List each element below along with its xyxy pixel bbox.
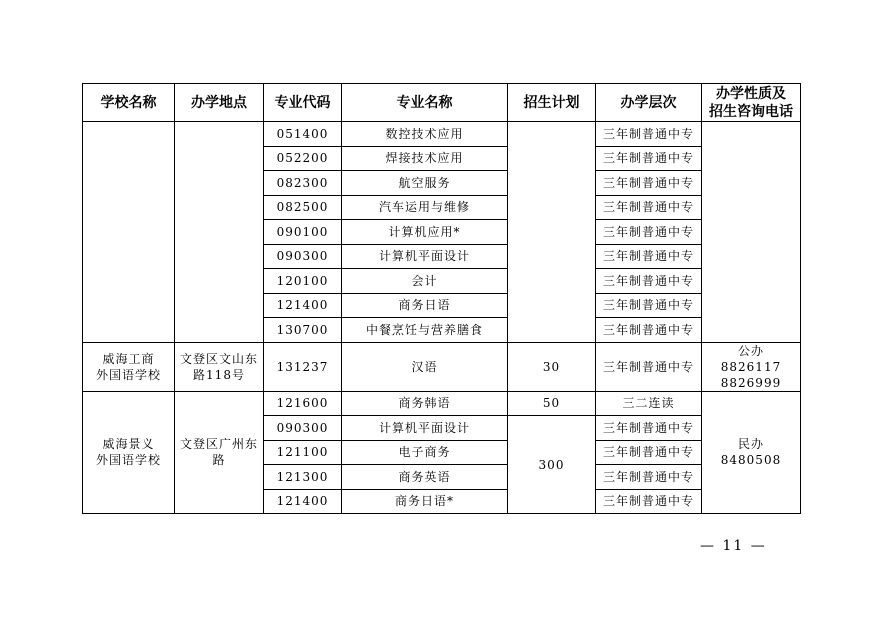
major-code-cell: 051400 bbox=[264, 122, 342, 147]
major-name-cell: 商务韩语 bbox=[342, 391, 508, 416]
major-name-cell: 会计 bbox=[342, 269, 508, 294]
major-name-cell: 汽车运用与维修 bbox=[342, 195, 508, 220]
table-row bbox=[83, 342, 801, 391]
plan-cell: 30 bbox=[508, 342, 596, 391]
major-name-cell: 商务日语 bbox=[342, 293, 508, 318]
major-code-cell: 090300 bbox=[264, 244, 342, 269]
level-cell: 三年制普通中专 bbox=[596, 244, 702, 269]
level-cell: 三年制普通中专 bbox=[596, 489, 702, 514]
header-enrollment-plan: 招生计划 bbox=[508, 84, 596, 122]
school-name-cell: 威海景义 外国语学校 bbox=[83, 391, 175, 514]
location-cell: 文登区文山东 路118号 bbox=[175, 342, 264, 391]
nature-phone-cell: 公办 8826117 8826999 bbox=[702, 342, 801, 391]
major-code-cell: 082300 bbox=[264, 171, 342, 196]
header-school-name: 学校名称 bbox=[83, 84, 175, 122]
table-row bbox=[83, 391, 801, 416]
major-name-cell: 商务英语 bbox=[342, 465, 508, 490]
major-code-cell: 121300 bbox=[264, 465, 342, 490]
major-code-cell: 082500 bbox=[264, 195, 342, 220]
level-cell: 三年制普通中专 bbox=[596, 269, 702, 294]
major-name-cell: 计算机应用* bbox=[342, 220, 508, 245]
major-name-cell: 焊接技术应用 bbox=[342, 146, 508, 171]
major-name-cell: 计算机平面设计 bbox=[342, 244, 508, 269]
major-code-cell: 131237 bbox=[264, 342, 342, 391]
table-header-row bbox=[83, 84, 801, 122]
major-code-cell: 121100 bbox=[264, 440, 342, 465]
school-cell-empty bbox=[83, 122, 175, 343]
level-cell: 三年制普通中专 bbox=[596, 318, 702, 343]
plan-cell: 300 bbox=[508, 416, 596, 514]
nature-cell-empty bbox=[702, 122, 801, 343]
page-number: — 11 — bbox=[700, 538, 767, 554]
major-code-cell: 121400 bbox=[264, 489, 342, 514]
plan-cell-empty bbox=[508, 122, 596, 343]
location-cell: 文登区广州东 路 bbox=[175, 391, 264, 514]
major-code-cell: 090100 bbox=[264, 220, 342, 245]
table-row bbox=[83, 122, 801, 147]
major-name-cell: 中餐烹饪与营养膳食 bbox=[342, 318, 508, 343]
level-cell: 三年制普通中专 bbox=[596, 171, 702, 196]
header-major-code: 专业代码 bbox=[264, 84, 342, 122]
major-name-cell: 商务日语* bbox=[342, 489, 508, 514]
level-cell: 三年制普通中专 bbox=[596, 342, 702, 391]
major-name-cell: 计算机平面设计 bbox=[342, 416, 508, 441]
enrollment-table bbox=[82, 83, 801, 514]
level-cell: 三二连读 bbox=[596, 391, 702, 416]
level-cell: 三年制普通中专 bbox=[596, 440, 702, 465]
level-cell: 三年制普通中专 bbox=[596, 416, 702, 441]
location-cell-empty bbox=[175, 122, 264, 343]
header-level: 办学层次 bbox=[596, 84, 702, 122]
level-cell: 三年制普通中专 bbox=[596, 195, 702, 220]
level-cell: 三年制普通中专 bbox=[596, 465, 702, 490]
nature-phone-cell: 民办 8480508 bbox=[702, 391, 801, 514]
header-major-name: 专业名称 bbox=[342, 84, 508, 122]
major-name-cell: 电子商务 bbox=[342, 440, 508, 465]
major-code-cell: 052200 bbox=[264, 146, 342, 171]
major-code-cell: 121600 bbox=[264, 391, 342, 416]
school-name-cell: 威海工商 外国语学校 bbox=[83, 342, 175, 391]
level-cell: 三年制普通中专 bbox=[596, 293, 702, 318]
plan-cell: 50 bbox=[508, 391, 596, 416]
header-location: 办学地点 bbox=[175, 84, 264, 122]
level-cell: 三年制普通中专 bbox=[596, 146, 702, 171]
header-nature-phone: 办学性质及 招生咨询电话 bbox=[702, 84, 801, 122]
major-code-cell: 120100 bbox=[264, 269, 342, 294]
major-name-cell: 航空服务 bbox=[342, 171, 508, 196]
level-cell: 三年制普通中专 bbox=[596, 122, 702, 147]
major-name-cell: 数控技术应用 bbox=[342, 122, 508, 147]
major-code-cell: 090300 bbox=[264, 416, 342, 441]
level-cell: 三年制普通中专 bbox=[596, 220, 702, 245]
major-name-cell: 汉语 bbox=[342, 342, 508, 391]
major-code-cell: 130700 bbox=[264, 318, 342, 343]
major-code-cell: 121400 bbox=[264, 293, 342, 318]
